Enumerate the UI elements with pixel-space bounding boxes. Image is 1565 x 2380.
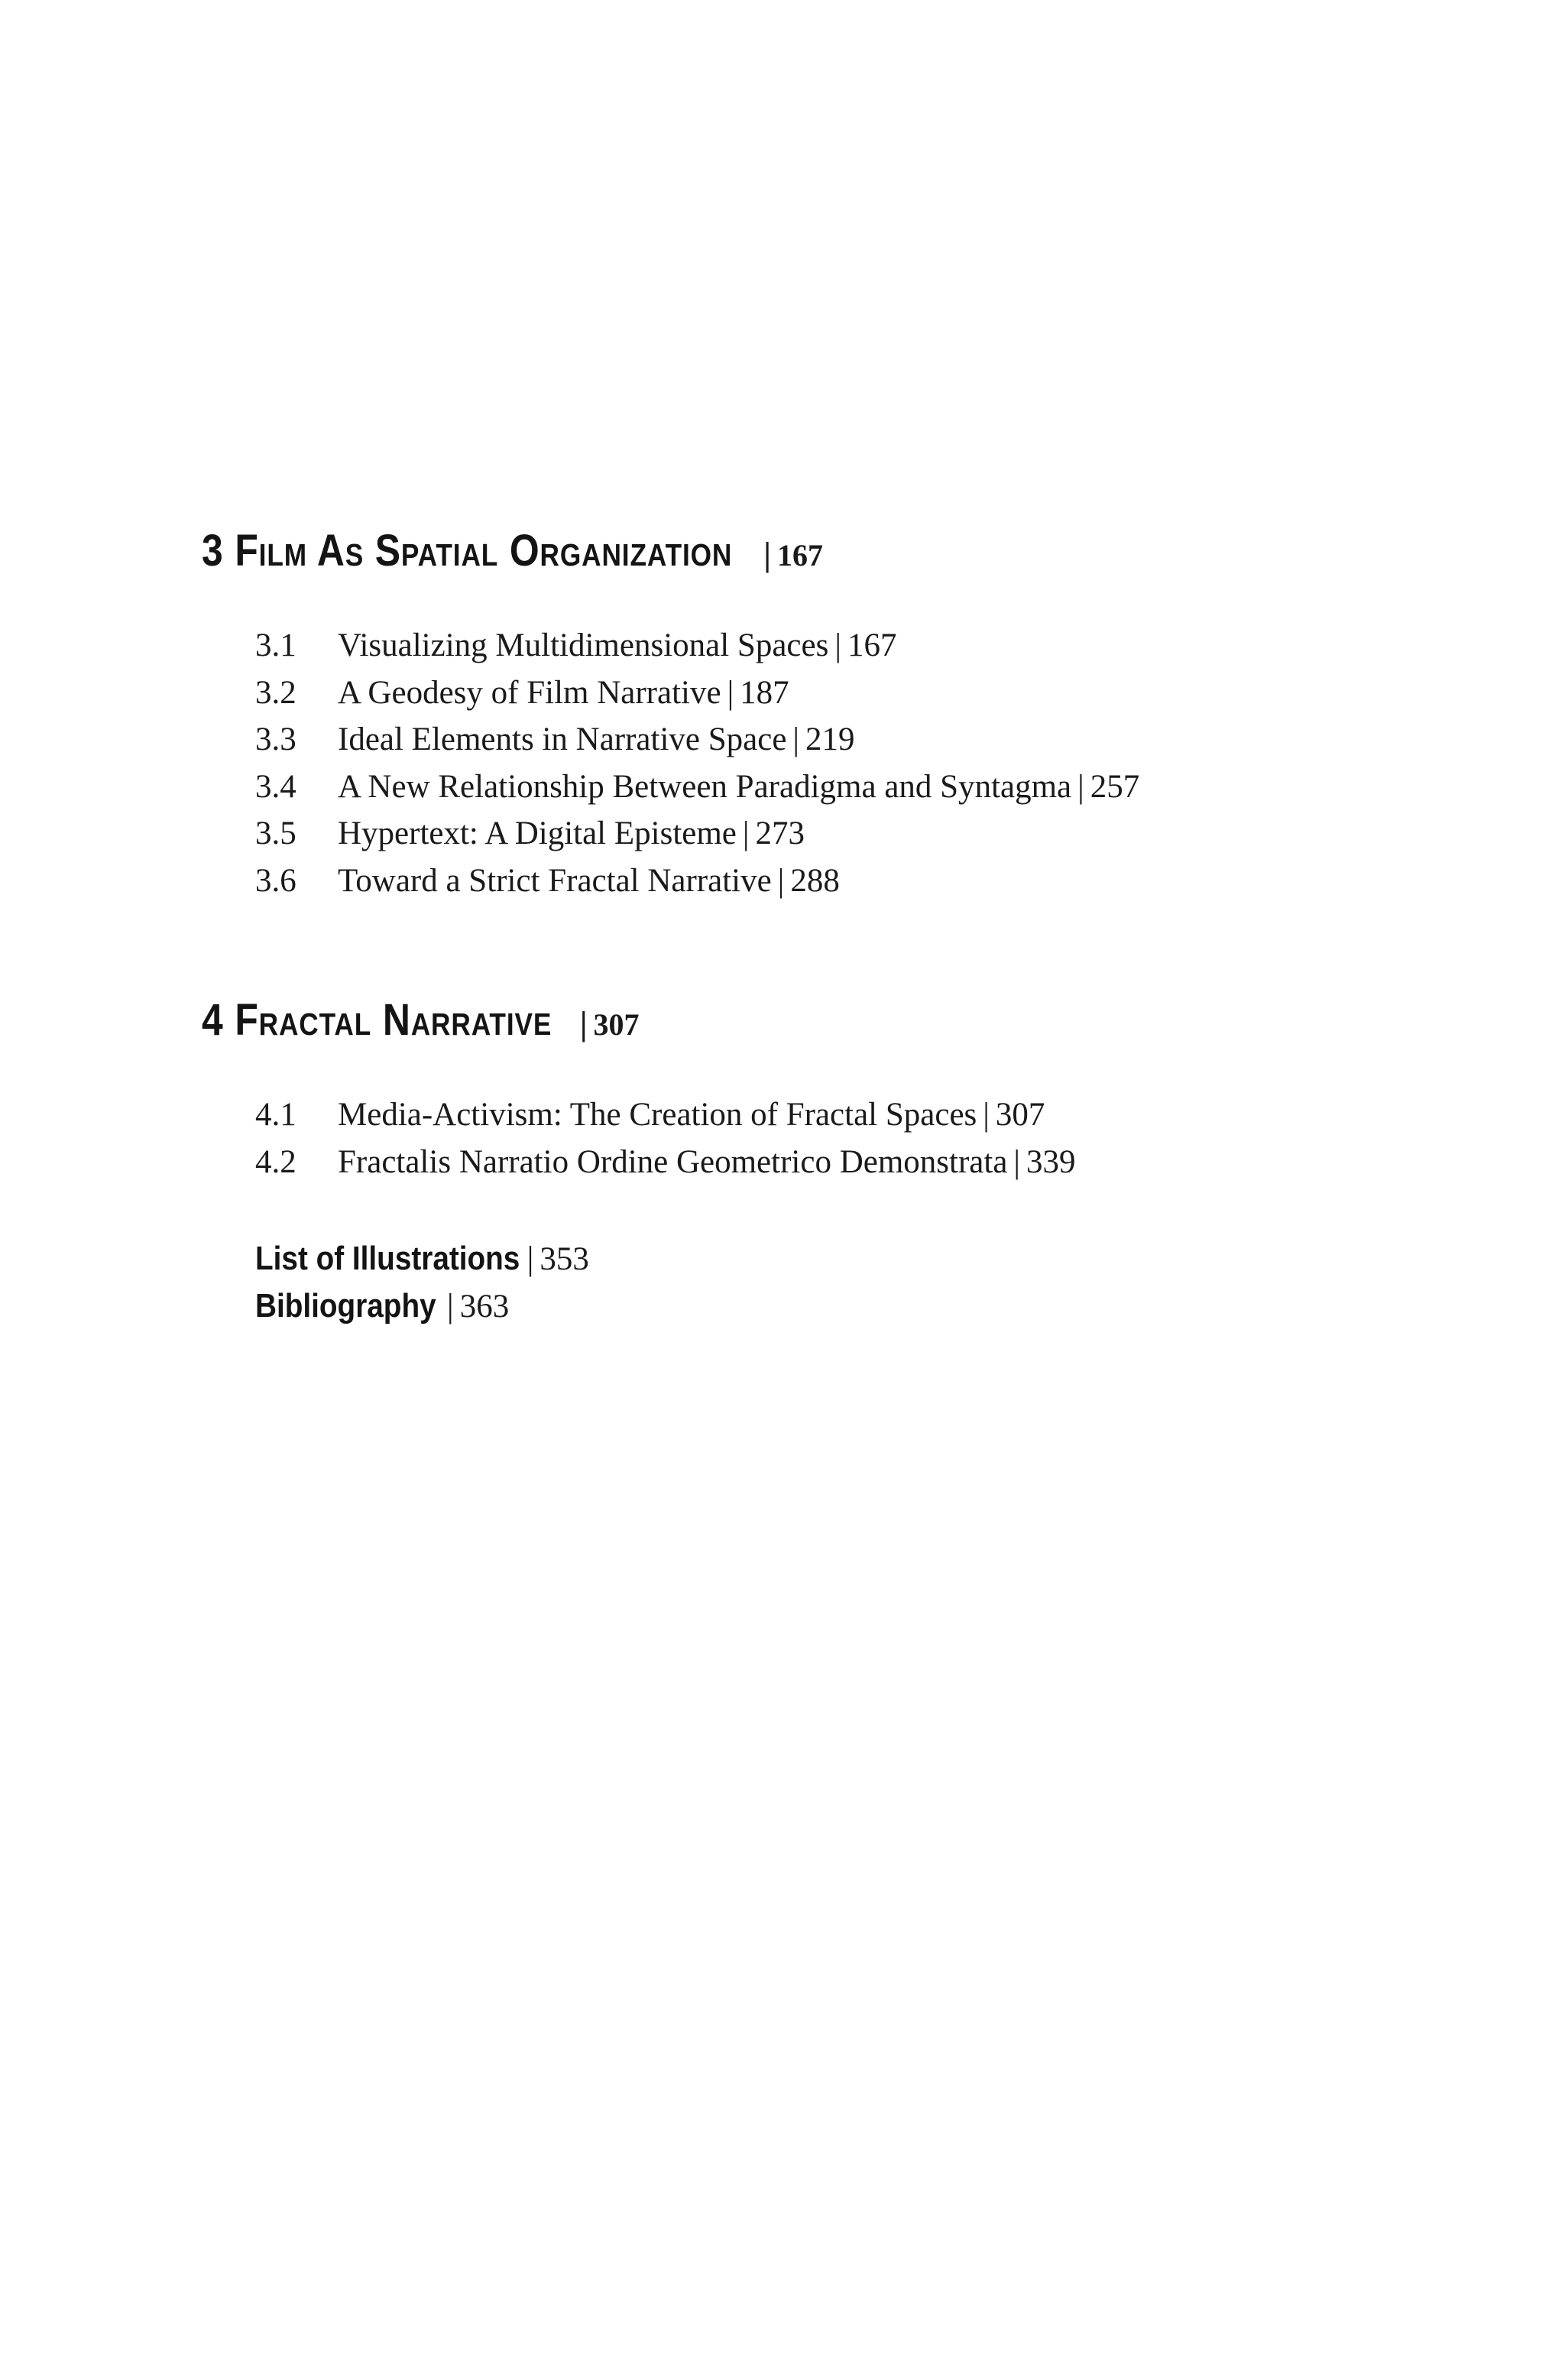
backmatter-title: Bibliography bbox=[255, 1286, 436, 1325]
section-number: 3.1 bbox=[255, 627, 296, 663]
separator: | bbox=[727, 674, 734, 711]
section-item bbox=[255, 622, 1139, 670]
section-page-number: 288 bbox=[790, 862, 840, 899]
chapter-heading bbox=[202, 526, 1394, 576]
section-item bbox=[255, 858, 1139, 905]
section-number: 3.5 bbox=[255, 815, 296, 851]
separator: | bbox=[1077, 768, 1084, 805]
backmatter-page-number: 353 bbox=[539, 1241, 589, 1277]
section-title: Media-Activism: The Creation of Fractal Spaces bbox=[338, 1097, 977, 1133]
section-list bbox=[255, 622, 1139, 904]
chapter-4 bbox=[202, 995, 1394, 1180]
separator: | bbox=[834, 627, 841, 663]
section-item bbox=[255, 810, 1139, 858]
backmatter-title: List of Illustrations bbox=[255, 1240, 520, 1277]
chapter-title bbox=[202, 526, 732, 576]
chapter-title bbox=[202, 995, 552, 1046]
separator: | bbox=[777, 862, 785, 899]
separator: | bbox=[742, 815, 750, 851]
separator: | bbox=[792, 721, 800, 757]
section-title: Hypertext: A Digital Episteme bbox=[338, 815, 737, 851]
section-page-number: 339 bbox=[1026, 1143, 1076, 1180]
chapter-number: 3 bbox=[202, 526, 224, 576]
section-page-number: 167 bbox=[847, 627, 897, 663]
separator: | bbox=[763, 536, 771, 573]
separator: | bbox=[579, 1005, 588, 1042]
chapter-number: 4 bbox=[202, 995, 224, 1045]
chapter-page-number: 167 bbox=[776, 538, 823, 572]
separator: | bbox=[983, 1097, 990, 1133]
chapter-page-number: 307 bbox=[593, 1007, 640, 1042]
section-title: Ideal Elements in Narrative Space bbox=[338, 721, 787, 757]
section-item bbox=[255, 764, 1139, 811]
separator: | bbox=[527, 1240, 534, 1277]
backmatter-page-ref bbox=[520, 1235, 589, 1290]
backmatter-item-illustrations bbox=[255, 1235, 626, 1282]
backmatter-list bbox=[255, 1235, 626, 1329]
section-page-number: 257 bbox=[1090, 768, 1140, 805]
section-title: A New Relationship Between Paradigma and Syntagma bbox=[338, 768, 1072, 805]
separator: | bbox=[446, 1286, 454, 1325]
section-number: 3.6 bbox=[255, 862, 296, 899]
chapter-page-ref bbox=[756, 530, 823, 581]
section-title: A Geodesy of Film Narrative bbox=[338, 674, 721, 711]
section-list bbox=[255, 1091, 1076, 1185]
separator: | bbox=[1013, 1143, 1021, 1180]
section-page-number: 187 bbox=[740, 674, 789, 711]
section-title: Toward a Strict Fractal Narrative bbox=[338, 862, 772, 899]
section-page-number: 219 bbox=[805, 721, 855, 757]
section-number: 4.2 bbox=[255, 1143, 296, 1180]
section-number: 3.4 bbox=[255, 768, 296, 805]
section-item bbox=[255, 670, 1139, 717]
section-number: 3.3 bbox=[255, 721, 296, 757]
section-page-number: 307 bbox=[995, 1097, 1045, 1133]
chapter-heading bbox=[202, 995, 1394, 1046]
section-item bbox=[255, 1091, 1076, 1139]
section-item bbox=[255, 1139, 1076, 1186]
section-number: 4.1 bbox=[255, 1097, 296, 1133]
backmatter-page-ref bbox=[439, 1282, 509, 1338]
section-title: Visualizing Multidimensional Spaces bbox=[338, 627, 829, 663]
backmatter-page-number: 363 bbox=[459, 1288, 510, 1325]
section-page-number: 273 bbox=[755, 815, 805, 851]
section-item bbox=[255, 716, 1139, 764]
chapter-page-ref bbox=[572, 999, 640, 1050]
section-title: Fractalis Narratio Ordine Geometrico Demonstrata bbox=[338, 1143, 1008, 1180]
section-number: 3.2 bbox=[255, 674, 296, 711]
chapter-name: Film As Spatial Organization bbox=[235, 526, 733, 576]
chapter-name: Fractal Narrative bbox=[235, 995, 552, 1045]
chapter-3 bbox=[202, 526, 1394, 899]
